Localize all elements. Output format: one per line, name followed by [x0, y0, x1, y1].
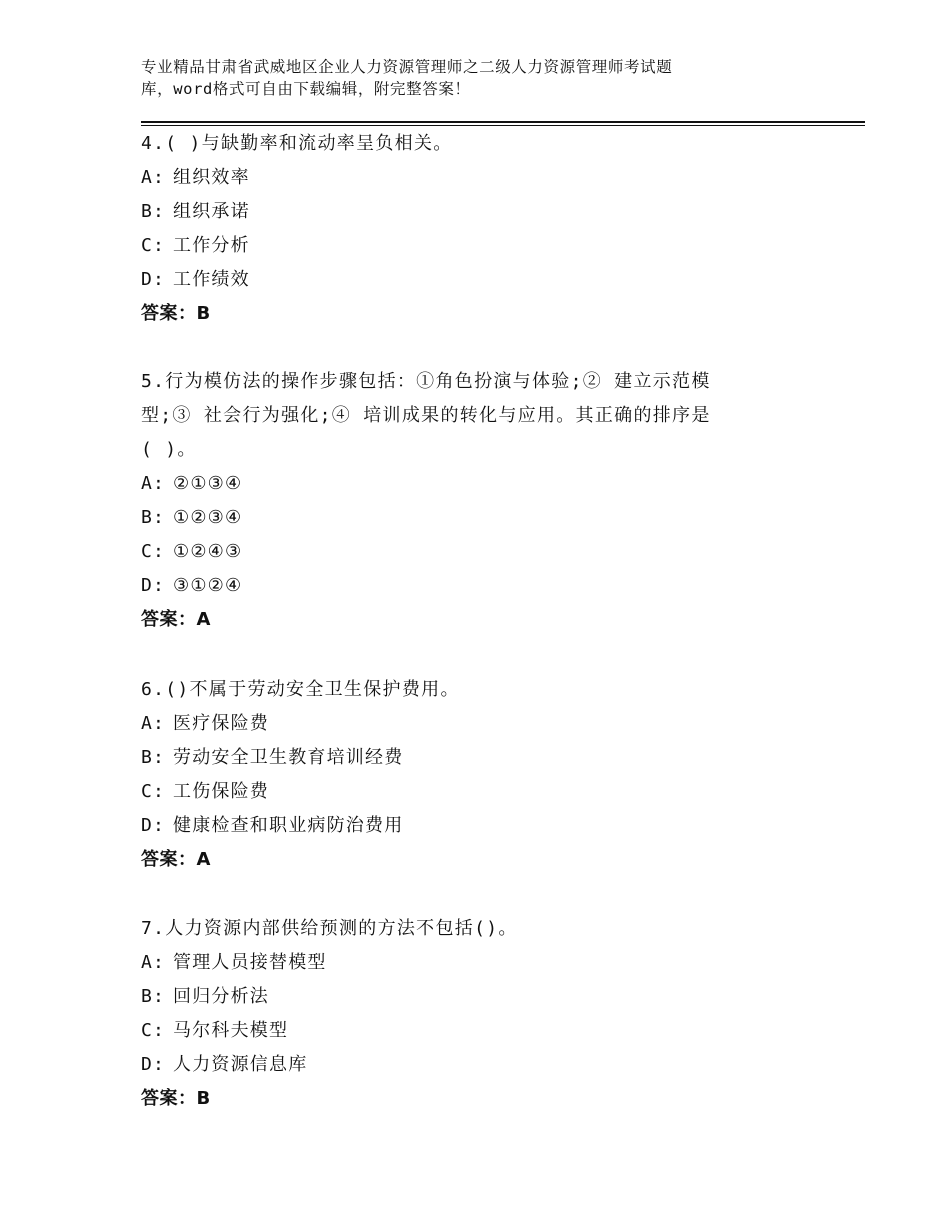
option-d — [141, 263, 781, 297]
question-6 — [141, 673, 781, 877]
answer-label: 答案：B — [141, 303, 211, 324]
option-key: D: — [141, 575, 166, 596]
option-text: 工伤保险费 — [173, 781, 269, 802]
option-text: 医疗保险费 — [173, 713, 269, 734]
option-a — [141, 467, 781, 501]
option-text: 工作绩效 — [173, 269, 250, 290]
question-stem — [141, 365, 781, 467]
option-key: A: — [141, 952, 166, 973]
option-text: 马尔科夫模型 — [173, 1020, 289, 1041]
option-key: A: — [141, 473, 166, 494]
option-c — [141, 229, 781, 263]
option-b — [141, 195, 781, 229]
option-key: D: — [141, 269, 166, 290]
option-text: 劳动安全卫生教育培训经费 — [173, 747, 404, 768]
document-header — [141, 56, 781, 100]
option-text: 组织效率 — [173, 167, 250, 188]
option-text: ①②③④ — [173, 507, 243, 528]
option-b — [141, 741, 781, 775]
question-stem-line: 7.人力资源内部供给预测的方法不包括()。 — [141, 918, 518, 939]
option-text: 健康检查和职业病防治费用 — [173, 815, 404, 836]
option-key: D: — [141, 1054, 166, 1075]
option-text: ③①②④ — [173, 575, 243, 596]
option-key: C: — [141, 541, 166, 562]
header-line-1: 专业精品甘肃省武威地区企业人力资源管理师之二级人力资源管理师考试题 — [141, 58, 673, 76]
option-text: 组织承诺 — [173, 201, 250, 222]
option-c — [141, 1014, 781, 1048]
option-key: C: — [141, 235, 166, 256]
option-d — [141, 1048, 781, 1082]
question-stem — [141, 912, 781, 946]
option-text: ①②④③ — [173, 541, 243, 562]
option-b — [141, 501, 781, 535]
question-stem-line: 5.行为模仿法的操作步骤包括：①角色扮演与体验;② 建立示范模 — [141, 371, 711, 392]
answer-label: 答案：A — [141, 849, 211, 870]
option-text: 回归分析法 — [173, 986, 269, 1007]
question-stem — [141, 673, 781, 707]
option-text: 管理人员接替模型 — [173, 952, 327, 973]
option-text: 工作分析 — [173, 235, 250, 256]
question-stem-line: ( )。 — [141, 439, 197, 460]
option-key: B: — [141, 747, 166, 768]
option-b — [141, 980, 781, 1014]
option-key: B: — [141, 986, 166, 1007]
question-stem — [141, 127, 781, 161]
option-key: A: — [141, 713, 166, 734]
option-key: B: — [141, 507, 166, 528]
question-stem-line: 型;③ 社会行为强化;④ 培训成果的转化与应用。其正确的排序是 — [141, 405, 711, 426]
option-key: C: — [141, 781, 166, 802]
question-7 — [141, 912, 781, 1116]
option-a — [141, 707, 781, 741]
option-key: C: — [141, 1020, 166, 1041]
option-c — [141, 775, 781, 809]
answer-label: 答案：A — [141, 609, 211, 630]
option-text: 人力资源信息库 — [173, 1054, 308, 1075]
option-a — [141, 946, 781, 980]
header-divider-thick — [141, 121, 865, 123]
question-4 — [141, 127, 781, 331]
option-c — [141, 535, 781, 569]
question-5 — [141, 365, 781, 637]
option-text: ②①③④ — [173, 473, 243, 494]
option-key: D: — [141, 815, 166, 836]
option-key: A: — [141, 167, 166, 188]
question-stem-line: 4.( )与缺勤率和流动率呈负相关。 — [141, 133, 453, 154]
option-a — [141, 161, 781, 195]
header-line-2: 库，word格式可自由下载编辑，附完整答案！ — [141, 80, 471, 98]
option-d — [141, 569, 781, 603]
option-d — [141, 809, 781, 843]
header-divider-thin — [141, 125, 865, 126]
question-stem-line: 6.()不属于劳动安全卫生保护费用。 — [141, 679, 460, 700]
option-key: B: — [141, 201, 166, 222]
answer-label: 答案：B — [141, 1088, 211, 1109]
